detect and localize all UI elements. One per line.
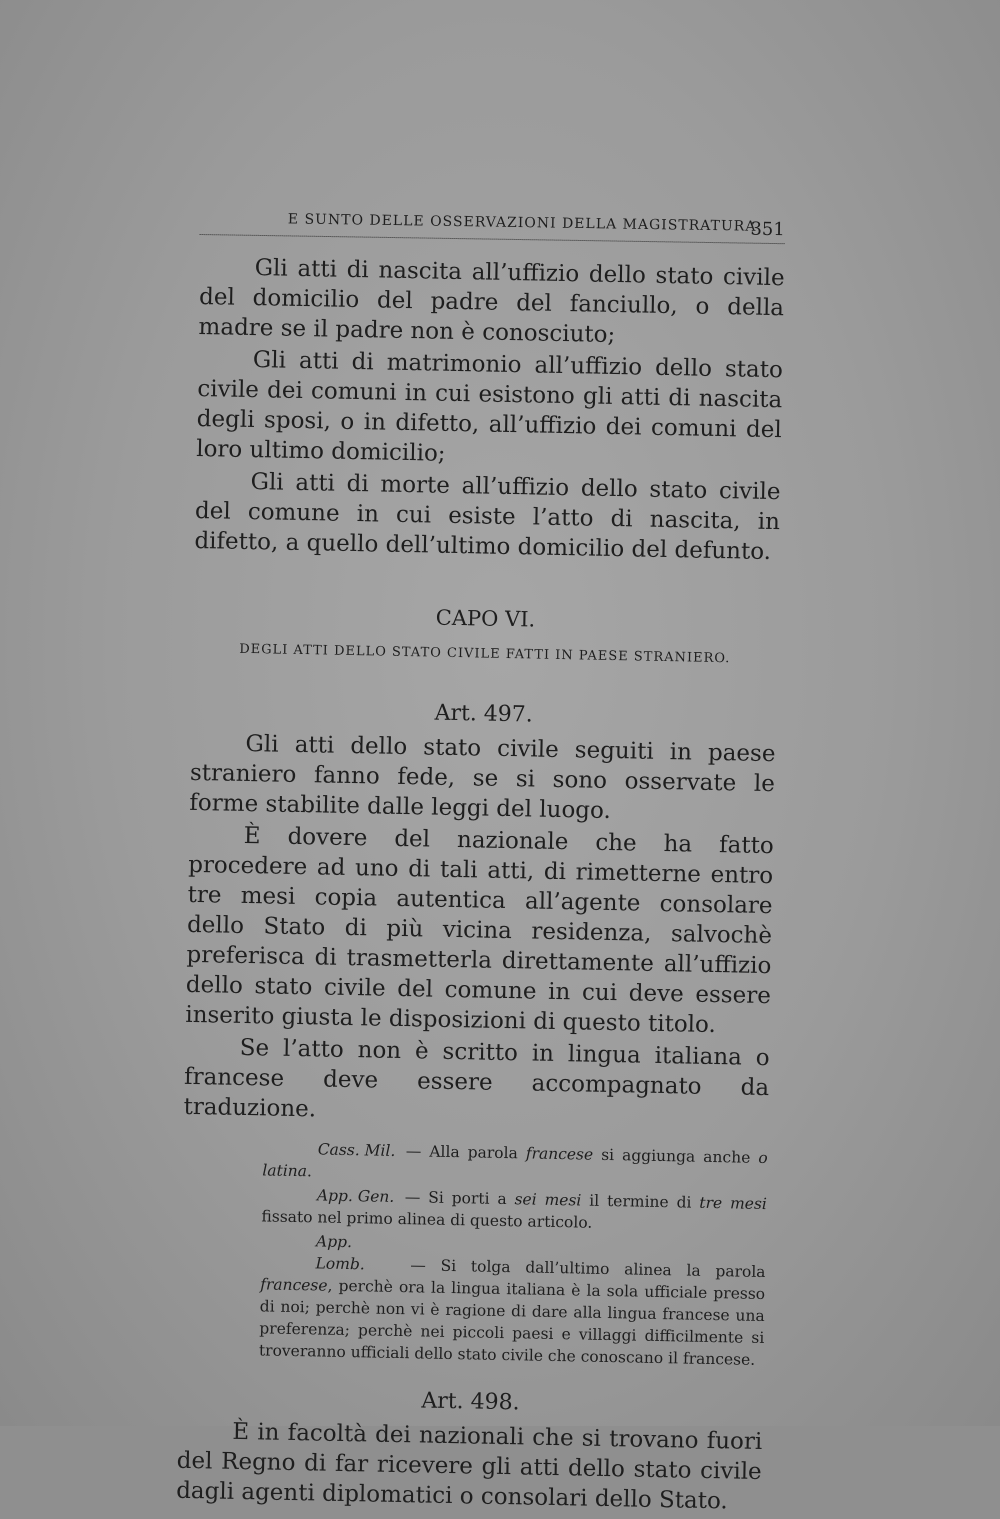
paragraph: Gli atti dello stato civile seguiti in paese straniero fanno fede, se si sono osservate le forme stabilite dalle leggi del luogo. (189, 730, 776, 824)
paragraph: Gli atti di nascita all’uffizio dello stato civile del domicilio del padre del fanciullo, o della madre se il padre non è conosciuto; (198, 255, 785, 348)
chapter-subtitle: DEGLI ATTI DELLO STATO CIVILE FATTI IN PAESE STRANIERO. (239, 641, 731, 667)
page-body (176, 252, 785, 1519)
paragraph: È dovere del nazionale che ha fatto procedere ad uno di tali atti, di rimetterne entro tre mesi copia autentica all’agente consolare dello Stato di più vicina residenza, salvochè preferisca di trasmetterla direttamente all’uffizio dello stato civile del comune in cui deve essere inserito giusta le disposizioni di questo titolo. (185, 822, 774, 1039)
paragraph: Gli atti di matrimonio all’uffizio dello stato civile dei comuni in cui esistono gli atti di nascita degli sposi, o in difetto, all’uffizio dei comuni del loro ultimo domicilio; (195, 347, 784, 467)
page-number: 351 (750, 218, 785, 241)
paragraph: È in facoltà dei nazionali che si trovano fuori del Regno di far ricevere gli atti dello stato civile dagli agenti diplomatici o consolari dello Stato. (175, 1418, 763, 1515)
observation-note: App. Gen. — Si porti a sei mesi il termine di tre mesi fissato nel primo alinea di questo articolo. (261, 1186, 768, 1232)
observation-note: App. Lomb. — Si tolga dall’ultimo alinea la parola francese, perchè ora la lingua italiana è la sola ufficiale presso di noi; perchè non vi è ragione di dare alla lingua francese una preferenza; perchè nei piccoli paesi e villaggi difficilmente si troveranno ufficiali dello stato civile che conoscano il francese. (258, 1232, 766, 1369)
observations (179, 1136, 768, 1371)
note-source: Cass. Mil. (317, 1140, 396, 1160)
article-heading: Art. 498. (421, 1388, 520, 1416)
article-heading: Art. 497. (434, 700, 534, 728)
header-rule (200, 234, 785, 244)
running-title: E SUNTO DELLE OSSERVAZIONI DELLA MAGISTRATURA (287, 211, 757, 235)
paragraph: Gli atti di morte all’uffizio dello stato civile del comune in cui esiste l’atto di nascita, in difetto, a quello dell’ultimo domicilio del defunto. (194, 469, 781, 566)
observation-note: Cass. Mil. — Alla parola francese si aggiunga anche o latina. (262, 1140, 768, 1181)
page-header (200, 210, 785, 241)
chapter-title: CAPO VI. (435, 605, 536, 632)
note-source: App. Gen. (316, 1186, 395, 1206)
note-source: App. Lomb. (315, 1232, 365, 1274)
paragraph: Se l’atto non è scritto in lingua italiana o francese deve essere accompagnato da traduzione. (183, 1034, 770, 1123)
